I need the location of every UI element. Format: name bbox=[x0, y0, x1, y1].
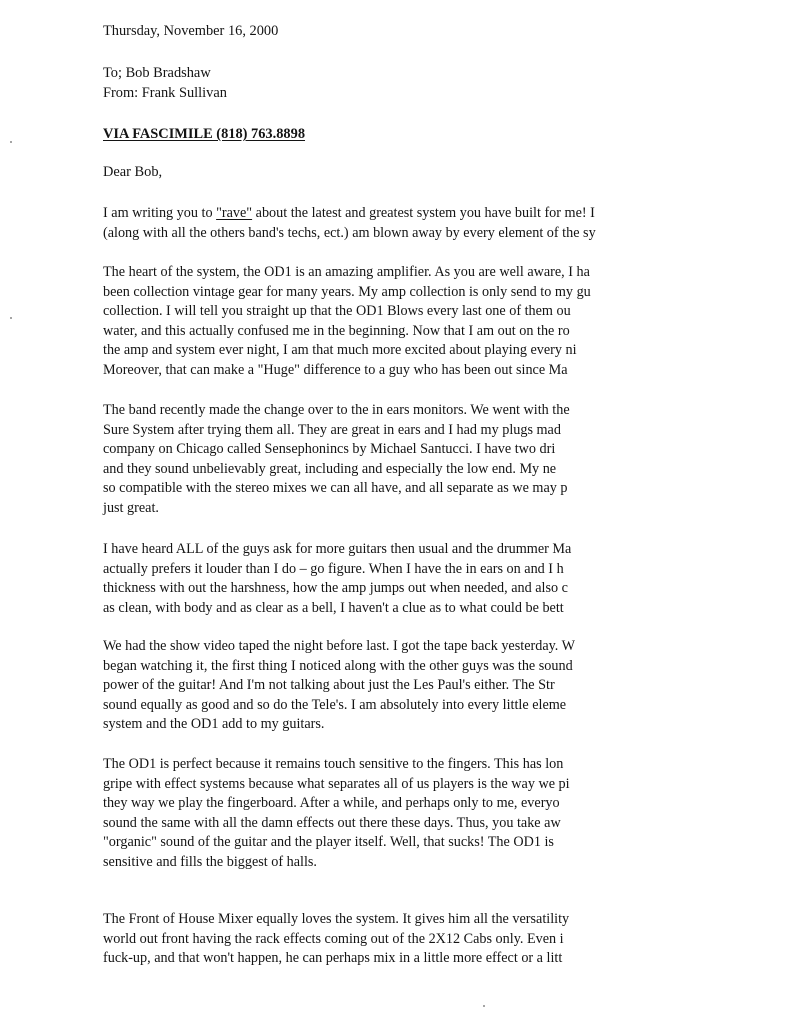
paragraph-line: so compatible with the stereo mixes we can all have, and all separate as we may p bbox=[103, 480, 568, 497]
intro-prefix: I am writing you to bbox=[103, 205, 217, 221]
paragraph-show-video bbox=[103, 637, 575, 735]
paragraph-line: water, and this actually confused me in the beginning. Now that I am out on the ro bbox=[103, 322, 570, 339]
scan-speck bbox=[10, 317, 12, 319]
paragraph-line: the amp and system ever night, I am that much more excited about playing every ni bbox=[103, 342, 577, 359]
paragraph-line: sensitive and fills the biggest of halls. bbox=[103, 853, 317, 870]
paragraph-guitars-louder bbox=[103, 540, 571, 618]
paragraph-line: thickness with out the harshness, how the amp jumps out when needed, and also c bbox=[103, 580, 568, 597]
paragraph-line: company on Chicago called Sensephonincs by Michael Santucci. I have two dri bbox=[103, 441, 556, 458]
paragraph-line: began watching it, the first thing I noticed along with the other guys was the sound bbox=[103, 657, 573, 674]
letter-addressing bbox=[103, 64, 227, 103]
scan-speck bbox=[483, 1005, 485, 1007]
paragraph-line: as clean, with body and as clear as a bell, I haven't a clue as to what could be bett bbox=[103, 599, 564, 616]
paragraph-line: just great. bbox=[103, 499, 159, 516]
paragraph-line: power of the guitar! And I'm not talking about just the Les Paul's either. The Str bbox=[103, 677, 555, 694]
letter-date bbox=[103, 22, 278, 42]
paragraph-od1-heart bbox=[103, 263, 591, 381]
paragraph-line: Sure System after trying them all. They are great in ears and I had my plugs mad bbox=[103, 421, 561, 438]
paragraph-line: system and the OD1 add to my guitars. bbox=[103, 716, 325, 733]
paragraph-intro bbox=[103, 204, 596, 243]
paragraph-line bbox=[103, 204, 596, 224]
paragraph-line: "organic" sound of the guitar and the player itself. Well, that sucks! The OD1 is bbox=[103, 834, 554, 851]
paragraph-touch-sensitive bbox=[103, 755, 570, 873]
scan-speck bbox=[10, 141, 12, 143]
paragraph-front-of-house bbox=[103, 910, 569, 969]
paragraph-line: The band recently made the change over to the in ears monitors. We went with the bbox=[103, 402, 570, 418]
paragraph-line: sound the same with all the damn effects out there these days. Thus, you take aw bbox=[103, 814, 561, 831]
paragraph-line: and they sound unbelievably great, including and especially the low end. My ne bbox=[103, 460, 557, 477]
to-line: To; Bob Bradshaw bbox=[103, 65, 211, 81]
paragraph-line: been collection vintage gear for many years. My amp collection is only send to my gu bbox=[103, 283, 591, 300]
paragraph-line: The OD1 is perfect because it remains touch sensitive to the fingers. This has lon bbox=[103, 756, 564, 772]
paragraph-line: The Front of House Mixer equally loves the system. It gives him all the versatility bbox=[103, 911, 570, 927]
paragraph-line: fuck-up, and that won't happen, he can perhaps mix in a little more effect or a litt bbox=[103, 950, 563, 967]
intro-suffix: about the latest and greatest system you have built for me! I bbox=[252, 205, 595, 221]
paragraph-in-ears bbox=[103, 401, 570, 519]
paragraph-line: I have heard ALL of the guys ask for more guitars then usual and the drummer Ma bbox=[103, 541, 572, 557]
salutation bbox=[103, 163, 162, 183]
fax-number-line: VIA FASCIMILE (818) 763.8898 bbox=[103, 126, 306, 142]
paragraph-line: The heart of the system, the OD1 is an amazing amplifier. As you are well aware, I ha bbox=[103, 264, 590, 280]
paragraph-line: collection. I will tell you straight up that the OD1 Blows every last one of them ou bbox=[103, 303, 571, 320]
rave-underlined-word: "rave" bbox=[216, 205, 253, 221]
paragraph-line: world out front having the rack effects coming out of the 2X12 Cabs only. Even i bbox=[103, 930, 564, 947]
fax-heading bbox=[103, 125, 305, 145]
scan-fade-overlay bbox=[650, 180, 800, 1000]
from-line: From: Frank Sullivan bbox=[103, 84, 227, 101]
paragraph-line: sound equally as good and so do the Tele's. I am absolutely into every little eleme bbox=[103, 696, 567, 713]
paragraph-line: (along with all the others band's techs, ect.) am blown away by every element of the sy bbox=[103, 224, 596, 241]
paragraph-line: Moreover, that can make a "Huge" difference to a guy who has been out since Ma bbox=[103, 361, 568, 378]
paragraph-line: actually prefers it louder than I do – go figure. When I have the in ears on and I h bbox=[103, 560, 564, 577]
paragraph-line: gripe with effect systems because what separates all of us players is the way we pi bbox=[103, 775, 570, 792]
salutation-line: Dear Bob, bbox=[103, 164, 163, 180]
date-line: Thursday, November 16, 2000 bbox=[103, 23, 279, 39]
paragraph-line: they way we play the fingerboard. After a while, and perhaps only to me, everyo bbox=[103, 795, 560, 812]
paragraph-line: We had the show video taped the night before last. I got the tape back yesterday. W bbox=[103, 638, 576, 654]
